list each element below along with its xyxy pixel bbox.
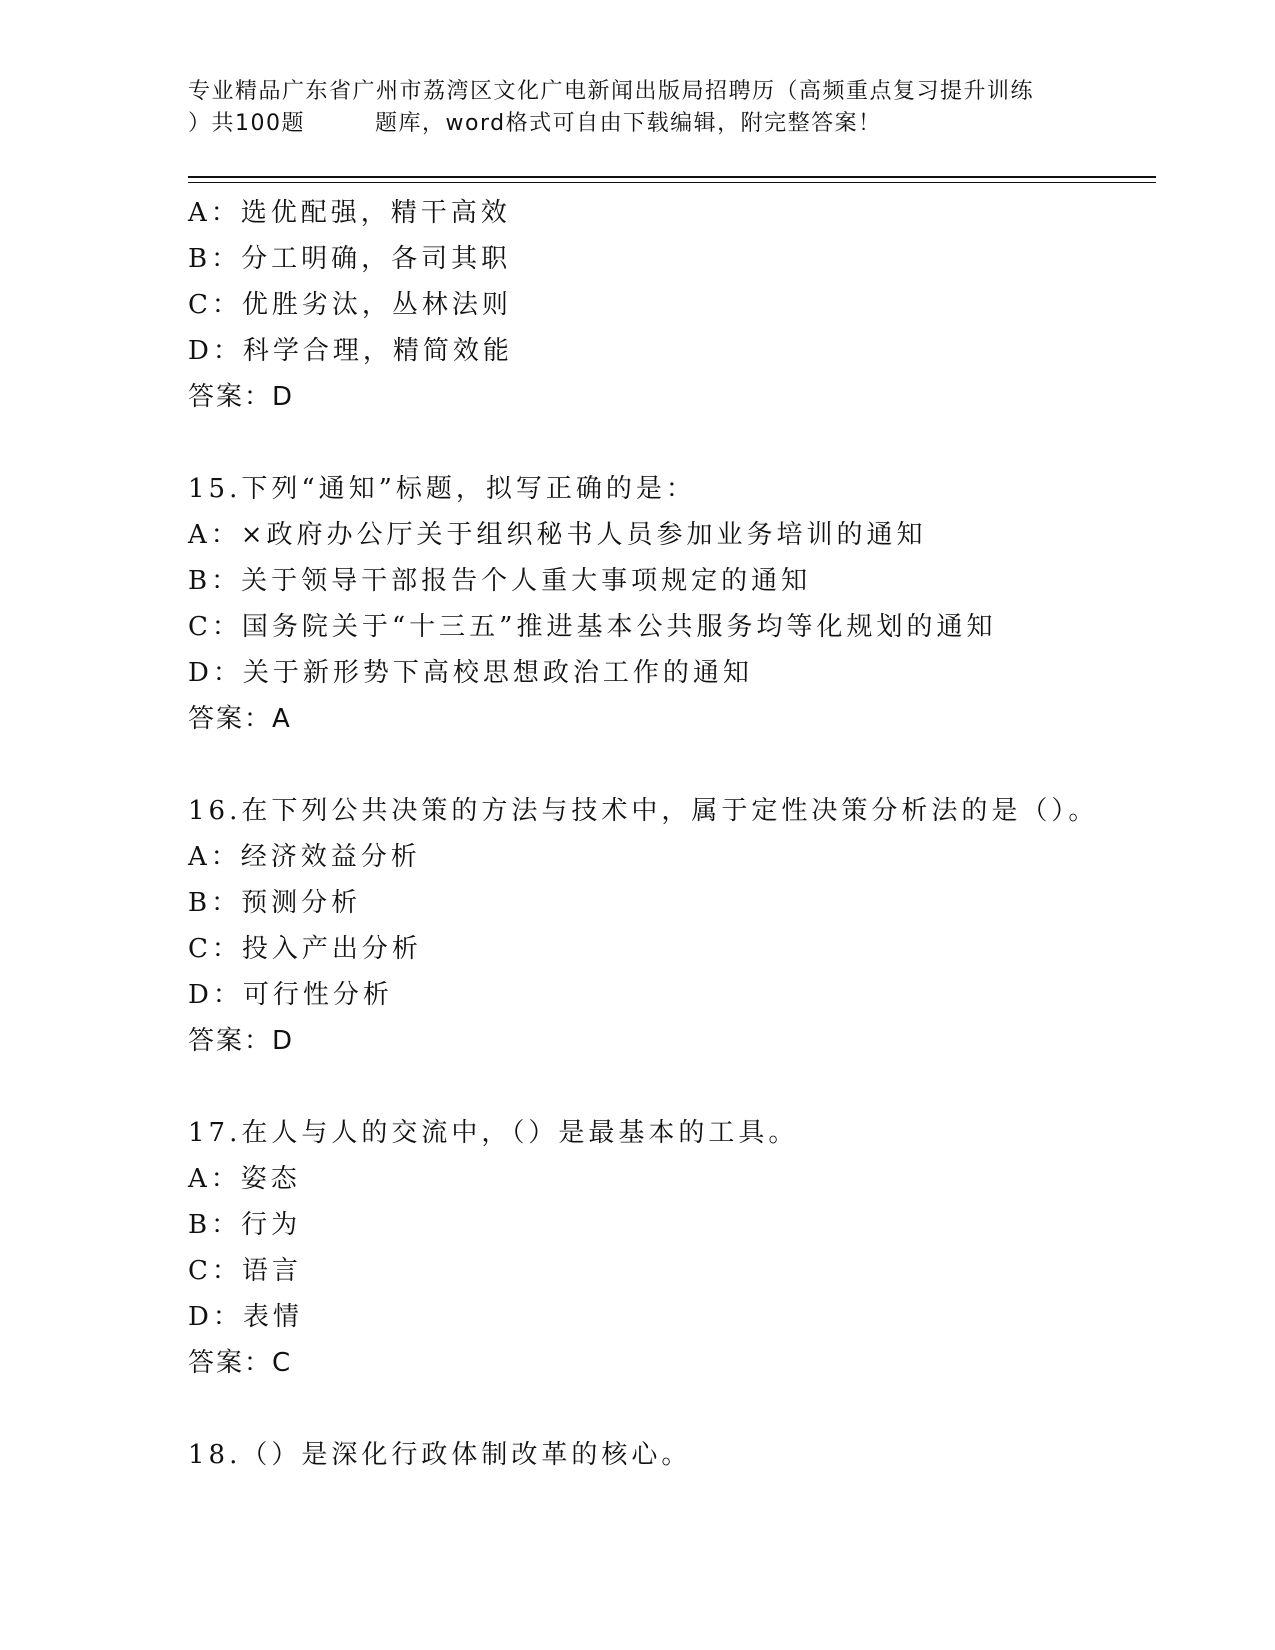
option-c: C：投入产出分析 <box>188 934 422 964</box>
option-d: D：表情 <box>188 1302 303 1332</box>
option-d: D：关于新形势下高校思想政治工作的通知 <box>188 658 753 688</box>
option-c: C：语言 <box>188 1256 302 1286</box>
spacer <box>188 742 1168 788</box>
header-line-2-part-a: ）共100题 <box>188 111 305 136</box>
document-header <box>188 76 1108 140</box>
option-b: B：预测分析 <box>188 888 362 918</box>
spacer <box>188 1064 1168 1110</box>
option-a: A：经济效益分析 <box>188 842 421 872</box>
question-block-15 <box>188 466 1168 742</box>
option-b: B：分工明确，各司其职 <box>188 244 512 274</box>
header-line-1: 专业精品广东省广州市荔湾区文化广电新闻出版局招聘历（高频重点复习提升训练 <box>188 79 1035 104</box>
question-text: 16.在下列公共决策的方法与技术中，属于定性决策分析法的是（）。 <box>188 796 1099 826</box>
option-c: C：优胜劣汰，丛林法则 <box>188 290 512 320</box>
option-b: B：关于领导干部报告个人重大事项规定的通知 <box>188 566 812 596</box>
answer-line: 答案：A <box>188 704 292 734</box>
header-rule-thick <box>188 176 1156 178</box>
answer-line: 答案：D <box>188 1026 295 1056</box>
header-line-2 <box>188 108 1108 140</box>
question-block-17 <box>188 1110 1168 1386</box>
option-a: A：×政府办公厅关于组织秘书人员参加业务培训的通知 <box>188 520 927 550</box>
header-line-2-part-b: 题库，word格式可自由下载编辑，附完整答案！ <box>375 111 882 136</box>
option-d: D：科学合理，精简效能 <box>188 336 513 366</box>
question-block-prev <box>188 190 1168 420</box>
question-list <box>188 190 1168 1478</box>
spacer <box>188 1386 1168 1432</box>
question-block-18 <box>188 1432 1168 1478</box>
question-text: 15.下列“通知”标题，拟写正确的是： <box>188 474 696 504</box>
option-a: A：姿态 <box>188 1164 301 1194</box>
question-text: 18.（）是深化行政体制改革的核心。 <box>188 1440 692 1470</box>
header-rule-thin <box>188 182 1156 183</box>
spacer <box>188 420 1168 466</box>
question-text: 17.在人与人的交流中，（）是最基本的工具。 <box>188 1118 799 1148</box>
question-block-16 <box>188 788 1168 1064</box>
option-a: A：选优配强，精干高效 <box>188 198 511 228</box>
option-c: C：国务院关于“十三五”推进基本公共服务均等化规划的通知 <box>188 612 997 642</box>
option-b: B：行为 <box>188 1210 302 1240</box>
answer-line: 答案：C <box>188 1348 293 1378</box>
answer-line: 答案：D <box>188 382 295 412</box>
option-d: D：可行性分析 <box>188 980 393 1010</box>
